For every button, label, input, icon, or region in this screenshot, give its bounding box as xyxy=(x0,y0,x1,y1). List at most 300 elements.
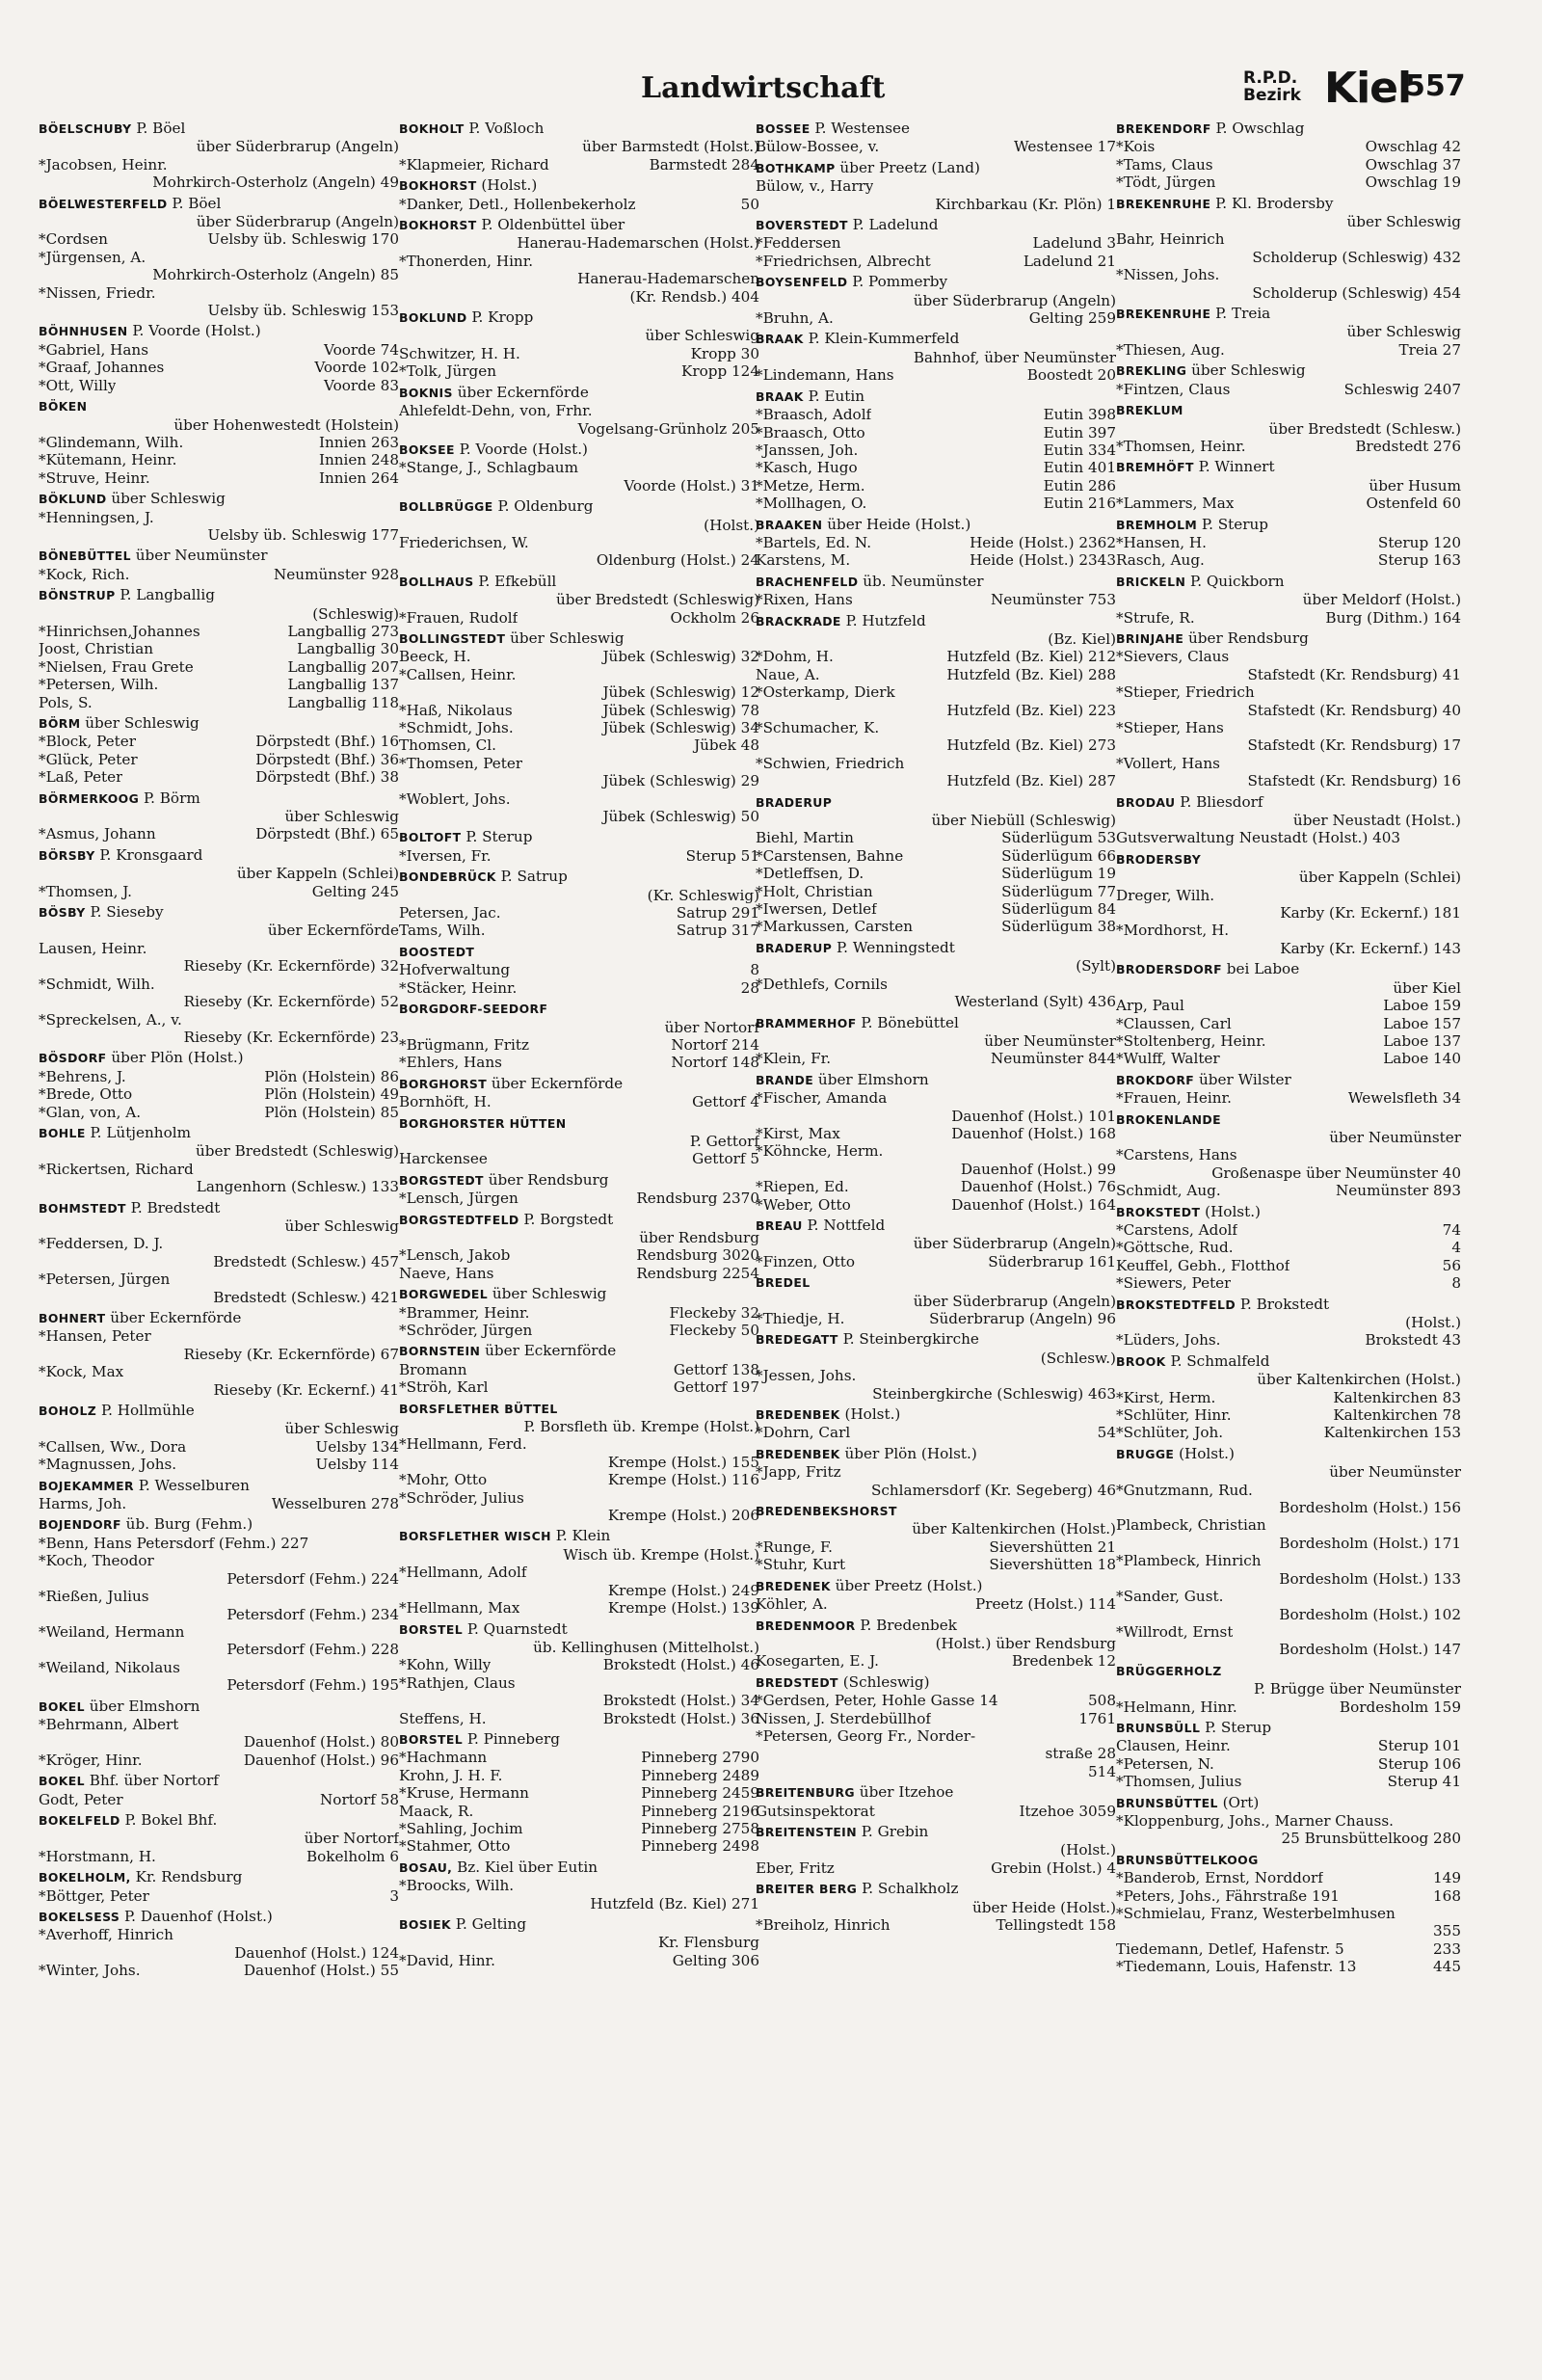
listing-phone: Nortorf 214 xyxy=(671,1035,759,1054)
listing-row xyxy=(399,648,759,665)
listing-phone: Neumünster 893 xyxy=(1336,1182,1461,1200)
place-heading xyxy=(756,1617,1116,1635)
listing-row xyxy=(399,1767,759,1784)
listing-row xyxy=(399,736,759,754)
listing-phone: 1761 xyxy=(1078,1709,1116,1727)
listing-name: Krohn, J. H. F. xyxy=(399,1766,503,1784)
subline-text: P. Brügge über Neumünster xyxy=(1253,1680,1461,1698)
place-postal-info: Bhf. über Nortorf xyxy=(84,1772,219,1790)
listing-row xyxy=(756,1142,1116,1160)
listing-row xyxy=(756,1710,1116,1727)
place-name: BREDEL xyxy=(756,1275,811,1291)
place-entry xyxy=(39,1772,399,1808)
place-name: BREITENSTEIN xyxy=(756,1824,857,1839)
place-entry xyxy=(399,1620,759,1727)
place-heading xyxy=(756,1823,1116,1841)
listing-name: *Mordhorst, H. xyxy=(1116,922,1230,940)
place-name: BÖKLUND xyxy=(39,492,107,507)
listing-name: Clausen, Heinr. xyxy=(1116,1737,1231,1755)
listing-phone: Krempe (Holst.) 116 xyxy=(607,1471,759,1489)
place-postal-info: P. Sieseby xyxy=(85,903,164,922)
listing-phone: Rendsburg 2370 xyxy=(636,1190,759,1208)
listing-name: *Callsen, Ww., Dora xyxy=(39,1437,187,1456)
place-entry xyxy=(39,547,399,583)
place-heading xyxy=(39,547,399,565)
listing-name: *Thonerden, Hinr. xyxy=(399,252,534,270)
listing-phone: 8 xyxy=(750,961,759,979)
place-entry xyxy=(1116,1851,1461,1976)
listing-name: *Rixen, Hans xyxy=(756,591,853,609)
place-entry xyxy=(1116,458,1461,512)
listing-row xyxy=(39,1623,399,1641)
listing-phone-line xyxy=(756,1482,1116,1499)
place-heading xyxy=(1116,629,1461,648)
place-entry xyxy=(756,1330,1116,1403)
listing-name: Tams, Wilh. xyxy=(399,922,486,940)
listing-name: *Winter, Johs. xyxy=(39,1962,141,1980)
place-subline xyxy=(1116,477,1461,495)
place-entry xyxy=(399,1000,759,1072)
place-postal-info: P. Kropp xyxy=(466,308,534,327)
listing-row xyxy=(1116,1887,1461,1905)
listing-phone: Voorde 74 xyxy=(324,340,399,359)
listing-phone-line xyxy=(39,1289,399,1306)
listing-row xyxy=(1116,174,1461,191)
listing-row xyxy=(756,591,1116,608)
listing-row xyxy=(399,402,759,419)
listing-row xyxy=(756,1125,1116,1142)
place-heading xyxy=(399,1285,759,1303)
listing-phone: Dauenhof (Holst.) 96 xyxy=(243,1751,399,1769)
listing-phone: Dörpstedt (Bhf.) 36 xyxy=(255,750,399,768)
listing-row xyxy=(39,1161,399,1178)
place-heading xyxy=(39,1199,399,1217)
place-heading xyxy=(1116,195,1461,213)
place-heading xyxy=(1116,793,1461,812)
listing-phone-line xyxy=(39,416,399,434)
place-entry xyxy=(756,159,1116,213)
listing-row xyxy=(1116,1623,1461,1641)
place-postal-info: über Plön (Holst.) xyxy=(106,1049,244,1067)
listing-name: *Schröder, Julius xyxy=(399,1488,524,1507)
listing-phone: Kaltenkirchen 83 xyxy=(1333,1388,1461,1406)
place-subline xyxy=(756,1235,1116,1252)
listing-name: Bülow-Bossee, v. xyxy=(756,138,880,156)
place-subline xyxy=(1116,1314,1461,1331)
listing-name: *Schmidt, Wilh. xyxy=(39,975,155,993)
place-subline xyxy=(39,1217,399,1235)
place-postal-info: bei Laboe xyxy=(1221,960,1300,978)
listing-phone: Schleswig 2407 xyxy=(1343,380,1461,398)
place-heading xyxy=(399,441,759,459)
place-postal-info: P. Böel xyxy=(167,194,222,212)
listing-row xyxy=(1116,1424,1461,1441)
listing-row xyxy=(399,609,759,627)
listing-phone: Kaltenkirchen 153 xyxy=(1323,1424,1461,1442)
listing-row xyxy=(399,1820,759,1837)
place-entry xyxy=(399,1859,759,1912)
listing-phone: Barmstedt 284 xyxy=(649,155,759,174)
place-postal-info: üb. Neumünster xyxy=(858,572,984,590)
place-name: BRUNSBÜTTEL xyxy=(1116,1795,1218,1810)
listing-phone-line xyxy=(1116,284,1461,302)
listing-phone-line xyxy=(756,1161,1116,1178)
listing-name: *Thomsen, Peter xyxy=(399,754,523,772)
listing-phone-line xyxy=(1116,1499,1461,1516)
listing-row xyxy=(399,666,759,683)
place-heading xyxy=(756,573,1116,591)
listing-phone: Dauenhof (Holst.) 55 xyxy=(243,1962,399,1980)
listing-name: *Glück, Peter xyxy=(39,750,138,768)
listing-name: *Averhoff, Hinrich xyxy=(39,1926,173,1944)
place-heading xyxy=(756,1880,1116,1898)
listing-row xyxy=(756,976,1116,993)
listing-row xyxy=(39,676,399,693)
listing-name: Schmidt, Aug. xyxy=(1116,1182,1221,1200)
place-heading xyxy=(756,516,1116,534)
listing-phone: Dauenhof (Holst.) 80 xyxy=(243,1733,399,1752)
listing-row xyxy=(1116,1516,1461,1534)
place-name: BRAAKEN xyxy=(756,517,823,532)
listing-phone: Burg (Dithm.) 164 xyxy=(1325,608,1461,627)
place-subline xyxy=(756,1293,1116,1310)
listing-phone: Eutin 286 xyxy=(1043,476,1116,495)
listing-row xyxy=(399,1361,759,1378)
subline-text: straße 28 xyxy=(1045,1745,1116,1763)
listing-name: *Jacobsen, Heinr. xyxy=(39,155,168,174)
rpd-abbrev: R.P.D. xyxy=(1243,68,1298,88)
place-entry xyxy=(1116,516,1461,570)
listing-phone-line xyxy=(39,957,399,975)
place-name: BOOSTEDT xyxy=(399,944,475,959)
listing-row xyxy=(399,1803,759,1820)
listing-phone-line xyxy=(756,993,1116,1010)
place-subline xyxy=(1116,323,1461,340)
place-subline xyxy=(1116,1371,1461,1388)
place-name: BRUNSBÜTTELKOOG xyxy=(1116,1852,1259,1867)
listing-phone: Laboe 137 xyxy=(1383,1031,1461,1050)
listing-name: Tiedemann, Detlef, Hafenstr. 5 xyxy=(1116,1939,1344,1958)
listing-name: *Böttger, Peter xyxy=(39,1886,149,1905)
place-postal-info: P. Owschlag xyxy=(1210,120,1305,137)
place-subline xyxy=(399,1546,759,1564)
place-postal-info: P. Sterup xyxy=(1197,515,1268,533)
place-heading xyxy=(756,612,1116,630)
listing-name: *Tödt, Jürgen xyxy=(1116,174,1216,192)
place-subline xyxy=(756,292,1116,309)
place-subline xyxy=(399,517,759,534)
listing-row xyxy=(756,138,1116,155)
listing-phone-line xyxy=(39,1029,399,1046)
listing-phone: Satrup 291 xyxy=(676,904,759,923)
listing-row xyxy=(39,451,399,468)
place-name: BROOK xyxy=(1116,1353,1166,1369)
place-subline xyxy=(39,808,399,825)
listing-row xyxy=(1116,1958,1461,1975)
listing-phone: Plön (Holstein) 86 xyxy=(264,1067,399,1085)
place-heading xyxy=(39,903,399,922)
listing-phone: Petersdorf (Fehm.) 195 xyxy=(226,1676,399,1695)
place-entry xyxy=(1116,195,1461,302)
listing-phone: Laboe 157 xyxy=(1383,1014,1461,1032)
listing-phone: Rieseby (Kr. Eckernförde) 32 xyxy=(183,957,399,976)
listing-row xyxy=(399,904,759,922)
place-name: BREKENRUHE xyxy=(1116,307,1211,322)
place-heading xyxy=(756,1014,1116,1032)
listing-row xyxy=(1116,1482,1461,1499)
place-name: BOLTOFT xyxy=(399,830,462,845)
listing-phone: 56 xyxy=(1442,1256,1461,1274)
listing-name: Harckensee xyxy=(399,1150,488,1168)
listing-name: *Klapmeier, Richard xyxy=(399,155,549,174)
listing-row xyxy=(39,469,399,487)
place-entry xyxy=(756,1445,1116,1499)
place-name: BREKLUM xyxy=(1116,403,1183,418)
place-entry xyxy=(1116,573,1461,627)
listing-phone: Sievershütten 18 xyxy=(989,1556,1116,1574)
listing-name: *Lensch, Jakob xyxy=(399,1246,511,1265)
place-heading xyxy=(39,789,399,808)
subline-text: über Neumünster xyxy=(1329,1128,1461,1146)
listing-row xyxy=(756,309,1116,327)
listing-name: Harms, Joh. xyxy=(39,1495,127,1513)
listing-name: *Ehlers, Hans xyxy=(399,1054,502,1072)
listing-row xyxy=(39,825,399,842)
place-entry xyxy=(39,1309,399,1399)
place-entry xyxy=(756,939,1116,1011)
place-name: BREKENDORF xyxy=(1116,121,1211,136)
place-name: BRODERSBY xyxy=(1116,851,1202,867)
listing-name: *Hellmann, Ferd. xyxy=(399,1435,527,1454)
place-name: BOKEL xyxy=(39,1774,85,1789)
subline-text: Hanerau-Hademarschen (Holst.) xyxy=(517,234,759,253)
place-postal-info: über Itzehoe xyxy=(854,1783,954,1802)
listing-phone: Innien 263 xyxy=(318,433,399,451)
listing-row xyxy=(1116,1089,1461,1107)
listing-row xyxy=(756,495,1116,512)
listing-phone: Süderlügum 77 xyxy=(1001,882,1116,900)
listing-phone: Boostedt 20 xyxy=(1026,366,1116,385)
listing-name: *Weber, Otto xyxy=(756,1195,851,1214)
place-heading xyxy=(399,1859,759,1877)
place-entry xyxy=(399,1342,759,1396)
listing-row xyxy=(1116,1737,1461,1754)
listing-name: *Petersen, Jürgen xyxy=(39,1270,171,1289)
listing-phone: Mohrkirch-Osterholz (Angeln) 49 xyxy=(152,174,399,192)
subline-text: über Schleswig xyxy=(284,1217,399,1235)
listing-name: *Vollert, Hans xyxy=(1116,754,1220,772)
listing-row xyxy=(756,459,1116,476)
listing-row xyxy=(1116,1869,1461,1886)
subline-text: über Nortorf xyxy=(304,1830,399,1848)
listing-row xyxy=(1116,887,1461,904)
subline-text: über Heide (Holst.) xyxy=(971,1898,1116,1916)
listing-phone: Neumünster 753 xyxy=(991,591,1116,609)
listing-name: Hofverwaltung xyxy=(399,961,511,979)
listing-phone: Langballig 118 xyxy=(287,693,399,711)
listing-name: *Lammers, Max xyxy=(1116,495,1235,513)
listing-name: *Metze, Herm. xyxy=(756,476,865,495)
place-heading xyxy=(399,1915,759,1934)
city-name: Kiel xyxy=(1324,64,1412,113)
listing-name: *Petersen, Georg Fr., Norder- xyxy=(756,1726,976,1745)
listing-name: *Feddersen xyxy=(756,234,841,253)
listing-name: *Henningsen, J. xyxy=(39,508,154,526)
place-subline xyxy=(399,1133,759,1150)
listing-row xyxy=(1116,1274,1461,1292)
listing-phone-line xyxy=(1116,1535,1461,1552)
listing-row xyxy=(756,1652,1116,1670)
place-postal-info: P. Oldenbüttel über xyxy=(476,216,625,234)
listing-phone: Scholderup (Schleswig) 454 xyxy=(1252,283,1461,302)
place-entry xyxy=(1116,120,1461,192)
place-postal-info: P. Wesselburen xyxy=(133,1476,250,1494)
listing-name: *Kröger, Hinr. xyxy=(39,1751,143,1769)
place-postal-info: über Schleswig xyxy=(106,490,226,508)
place-entry xyxy=(756,516,1116,570)
place-heading xyxy=(1116,361,1461,380)
listing-name: *Gabriel, Hans xyxy=(39,340,148,359)
place-entry xyxy=(1116,305,1461,359)
listing-phone: Bordesholm (Holst.) 171 xyxy=(1279,1534,1461,1552)
place-entry xyxy=(39,195,399,320)
listing-phone: Bredenbek 12 xyxy=(1012,1652,1116,1671)
listing-phone-line xyxy=(399,1454,759,1471)
listing-row xyxy=(399,253,759,270)
place-postal-info: über Elmshorn xyxy=(84,1697,200,1715)
listing-name: *Behrens, J. xyxy=(39,1067,126,1085)
listing-row xyxy=(1116,1015,1461,1032)
listing-name: *Tams, Claus xyxy=(1116,155,1213,174)
place-entry xyxy=(39,397,399,487)
listing-phone: Süderlügum 66 xyxy=(1001,846,1116,865)
place-entry xyxy=(399,176,759,213)
place-heading xyxy=(756,1071,1116,1089)
listing-phone: Großenaspe über Neumünster 40 xyxy=(1211,1163,1461,1182)
listing-phone: Gelting 259 xyxy=(1028,309,1116,328)
listing-row xyxy=(399,1304,759,1322)
listing-row xyxy=(1116,495,1461,512)
place-name: BÖSDORF xyxy=(39,1051,107,1066)
place-postal-info: P. Wenningstedt xyxy=(832,938,955,956)
place-heading xyxy=(399,1000,759,1018)
place-heading xyxy=(399,176,759,195)
listing-name: *Schumacher, K. xyxy=(756,719,880,736)
place-subline xyxy=(1116,213,1461,230)
place-postal-info: P. Borgstedt xyxy=(518,1210,614,1228)
place-entry xyxy=(39,789,399,843)
listing-name: *Dohrn, Carl xyxy=(756,1424,851,1442)
listing-name: Gutsinspektorat xyxy=(756,1802,875,1820)
place-heading xyxy=(756,1783,1116,1802)
listing-row xyxy=(39,1716,399,1733)
listing-phone: Krempe (Holst.) 139 xyxy=(607,1599,759,1618)
place-name: BROKENLANDE xyxy=(1116,1111,1221,1127)
place-postal-info: P. Winnert xyxy=(1193,458,1275,476)
place-subline xyxy=(39,213,399,230)
listing-phone: Dauenhof (Holst.) 101 xyxy=(951,1107,1116,1125)
listing-row xyxy=(39,249,399,266)
listing-row xyxy=(39,1068,399,1085)
place-name: BÖRSBY xyxy=(39,847,95,863)
listing-phone: Brokstedt (Holst.) 46 xyxy=(602,1656,759,1674)
listing-phone: Dauenhof (Holst.) 168 xyxy=(951,1124,1116,1142)
listing-row xyxy=(756,1803,1116,1820)
listing-name: Steffens, H. xyxy=(399,1709,487,1727)
listing-phone: Jübek (Schleswig) 32 xyxy=(602,648,759,666)
place-entry xyxy=(756,330,1116,384)
listing-phone: Bordesholm (Holst.) 147 xyxy=(1279,1641,1461,1659)
place-name: BOSSEE xyxy=(756,121,811,136)
listing-phone-line xyxy=(39,1253,399,1270)
place-entry xyxy=(756,1783,1116,1820)
listing-phone: 149 xyxy=(1433,1869,1461,1887)
listing-phone-line xyxy=(399,288,759,306)
listing-row xyxy=(399,1150,759,1167)
place-name: BREDENEK xyxy=(756,1578,831,1593)
listing-name: *Feddersen, D. J. xyxy=(39,1235,164,1253)
place-heading xyxy=(399,943,759,961)
place-postal-info: P. Gelting xyxy=(450,1915,527,1933)
listing-name: *Asmus, Johann xyxy=(39,825,156,843)
listing-row xyxy=(1116,1812,1461,1830)
place-subline xyxy=(1116,1922,1461,1939)
place-name: BORGSTEDTFELD xyxy=(399,1212,519,1227)
listing-phone-line xyxy=(399,683,759,701)
place-name: BOKHORST xyxy=(399,178,477,194)
place-name: BRUNSBÜLL xyxy=(1116,1720,1201,1735)
subline-text: Kr. Flensburg xyxy=(657,1934,759,1952)
listing-row xyxy=(756,683,1116,701)
listing-phone: Petersdorf (Fehm.) 224 xyxy=(226,1569,399,1588)
listing-phone-line xyxy=(39,1944,399,1962)
place-subline xyxy=(39,865,399,882)
place-heading xyxy=(399,828,759,846)
listing-phone: Kaltenkirchen 78 xyxy=(1333,1406,1461,1425)
place-postal-info: P. Böel xyxy=(131,120,186,137)
listing-phone: Plön (Holstein) 49 xyxy=(264,1085,399,1104)
listing-name: Bromann xyxy=(399,1360,467,1378)
place-entry xyxy=(39,1811,399,1865)
listing-name: *Sahling, Jochim xyxy=(399,1819,523,1837)
listing-phone-line xyxy=(399,477,759,495)
listing-row xyxy=(39,1791,399,1808)
listing-phone: Stafstedt (Kr. Rendsburg) 16 xyxy=(1247,772,1461,790)
place-entry xyxy=(1116,1352,1461,1442)
listing-name: *Siewers, Peter xyxy=(1116,1274,1232,1293)
place-postal-info: P. Bokel Bhf. xyxy=(120,1810,218,1829)
place-entry xyxy=(1116,629,1461,790)
place-name: BRINJAHE xyxy=(1116,630,1184,646)
listing-row xyxy=(756,406,1116,423)
place-postal-info: (Schleswig) xyxy=(837,1672,930,1691)
listing-phone: Bordesholm (Holst.) 102 xyxy=(1279,1605,1461,1623)
listing-name: *Brammer, Heinr. xyxy=(399,1303,530,1322)
place-postal-info: (Holst.) xyxy=(1174,1444,1235,1462)
listing-name: *Nissen, Friedr. xyxy=(39,283,156,302)
place-entry xyxy=(756,1577,1116,1614)
place-subline xyxy=(39,1420,399,1437)
place-heading xyxy=(399,497,759,516)
place-postal-info: über Neumünster xyxy=(130,547,268,565)
listing-phone-line xyxy=(399,1507,759,1524)
subline-text: über Süderbrarup (Angeln) xyxy=(913,1292,1116,1310)
listing-name: *Block, Peter xyxy=(39,733,136,751)
place-postal-info: über Rendsburg xyxy=(1183,628,1309,647)
listing-phone: Gelting 306 xyxy=(672,1951,759,1969)
place-heading xyxy=(39,1477,399,1495)
listing-name: *Kock, Max xyxy=(39,1363,124,1381)
